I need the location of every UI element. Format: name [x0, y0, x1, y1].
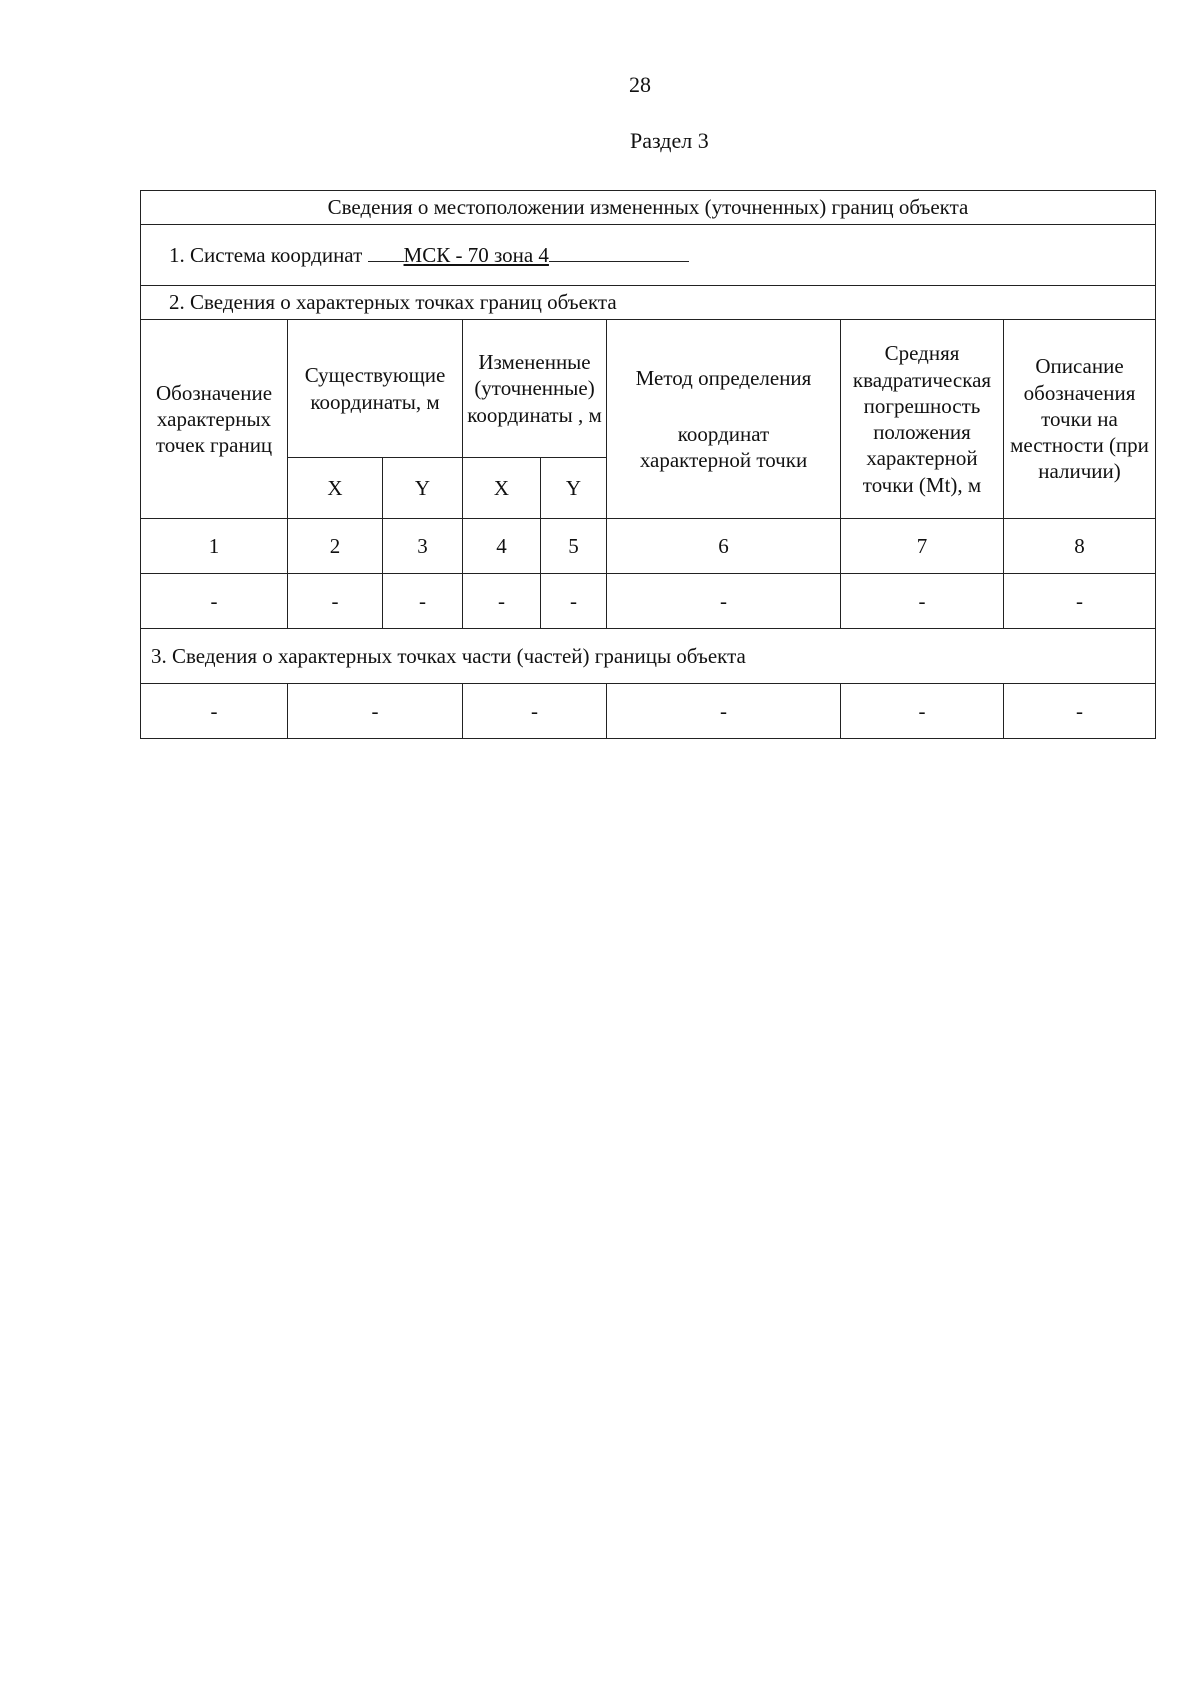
points-heading: 2. Сведения о характерных точках границ объекта — [141, 286, 1156, 320]
header-x-changed: X — [463, 458, 541, 519]
column-number: 1 — [141, 519, 288, 574]
header-method-gap — [610, 391, 837, 421]
table-cell: - — [607, 574, 841, 629]
column-number: 5 — [541, 519, 607, 574]
header-y-changed: Y — [541, 458, 607, 519]
header-existing-coords: Существующие координаты, м — [288, 320, 463, 458]
table-cell: - — [841, 684, 1004, 739]
column-number: 7 — [841, 519, 1004, 574]
table-row — [141, 574, 1156, 629]
section-title: Раздел 3 — [630, 128, 709, 153]
column-number: 3 — [383, 519, 463, 574]
header-designation: Обозначение характерных точек границ — [141, 320, 288, 519]
blank-line — [368, 243, 404, 262]
header-method-line1: Метод определения — [635, 365, 812, 390]
header-method-line3: характерной точки — [639, 448, 808, 473]
table-cell: - — [541, 574, 607, 629]
coord-system-label: 1. Система координат — [169, 242, 363, 267]
table-cell: - — [463, 574, 541, 629]
header-x-existing: X — [288, 458, 383, 519]
column-number: 2 — [288, 519, 383, 574]
table-row — [141, 684, 1156, 739]
page-number: 28 — [629, 72, 651, 97]
table-cell: - — [383, 574, 463, 629]
header-y-existing: Y — [383, 458, 463, 519]
table-cell: - — [841, 574, 1004, 629]
header-method-line2: координат — [677, 421, 770, 446]
column-numbers-row — [141, 519, 1156, 574]
table-cell: - — [288, 574, 383, 629]
header-method — [607, 320, 841, 519]
table-cell: - — [288, 684, 463, 739]
table-title: Сведения о местоположении измененных (уточненных) границ объекта — [141, 191, 1156, 225]
coord-system-row — [141, 225, 1156, 286]
blank-line — [549, 243, 689, 262]
table-cell: - — [463, 684, 607, 739]
table-cell: - — [141, 684, 288, 739]
column-number: 8 — [1004, 519, 1156, 574]
column-number: 6 — [607, 519, 841, 574]
parts-heading: 3. Сведения о характерных точках части (частей) границы объекта — [141, 629, 1156, 684]
table-cell: - — [141, 574, 288, 629]
table-cell: - — [1004, 684, 1156, 739]
header-changed-coords: Измененные (уточненные) координаты , м — [463, 320, 607, 458]
table-cell: - — [607, 684, 841, 739]
header-error: Средняя квадратическая погрешность положения характерной точки (Mt), м — [841, 320, 1004, 519]
boundary-table — [140, 190, 1156, 739]
header-description: Описание обозначения точки на местности (при наличии) — [1004, 320, 1156, 519]
table-cell: - — [1004, 574, 1156, 629]
coord-system-value: МСК - 70 зона 4 — [403, 242, 549, 267]
column-number: 4 — [463, 519, 541, 574]
